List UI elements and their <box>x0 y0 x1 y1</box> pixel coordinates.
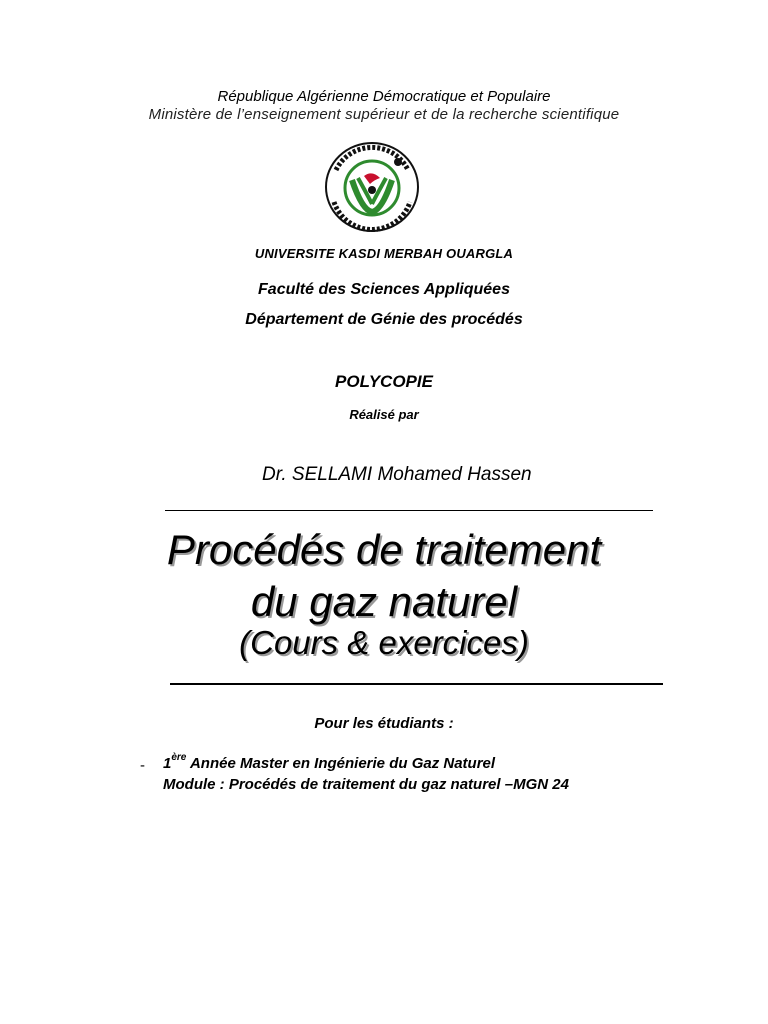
document-type: POLYCOPIE <box>335 372 433 391</box>
subtitle: (Cours & exercices) <box>239 624 529 661</box>
faculty-name: Faculté des Sciences Appliquées <box>258 281 510 298</box>
year-number: 1 <box>163 755 172 772</box>
audience-heading: Pour les étudiants : <box>314 715 454 732</box>
ministry-title: Ministère de l’enseignement supérieur et de la recherche scientifique <box>148 106 620 123</box>
republic-title: République Algérienne Démocratique et Populaire <box>217 88 551 105</box>
bottom-divider <box>170 683 663 685</box>
program-name: Année Master en Ingénierie du Gaz Naturel <box>186 755 496 772</box>
made-by-label: Réalisé par <box>349 407 419 422</box>
author-name: Dr. SELLAMI Mohamed Hassen <box>262 464 532 485</box>
program-line <box>163 752 495 772</box>
module-line: Module : Procédés de traitement du gaz naturel –MGN 24 <box>163 776 569 793</box>
department-name: Département de Génie des procédés <box>245 311 523 328</box>
year-suffix: ère <box>171 752 187 763</box>
main-title-line-2: du gaz naturel <box>250 578 518 625</box>
top-divider <box>165 510 653 511</box>
university-name: UNIVERSITE KASDI MERBAH OUARGLA <box>254 246 514 261</box>
list-bullet: - <box>140 757 145 774</box>
main-title-line-1: Procédés de traitement <box>166 526 602 573</box>
university-seal-logo <box>322 140 422 234</box>
